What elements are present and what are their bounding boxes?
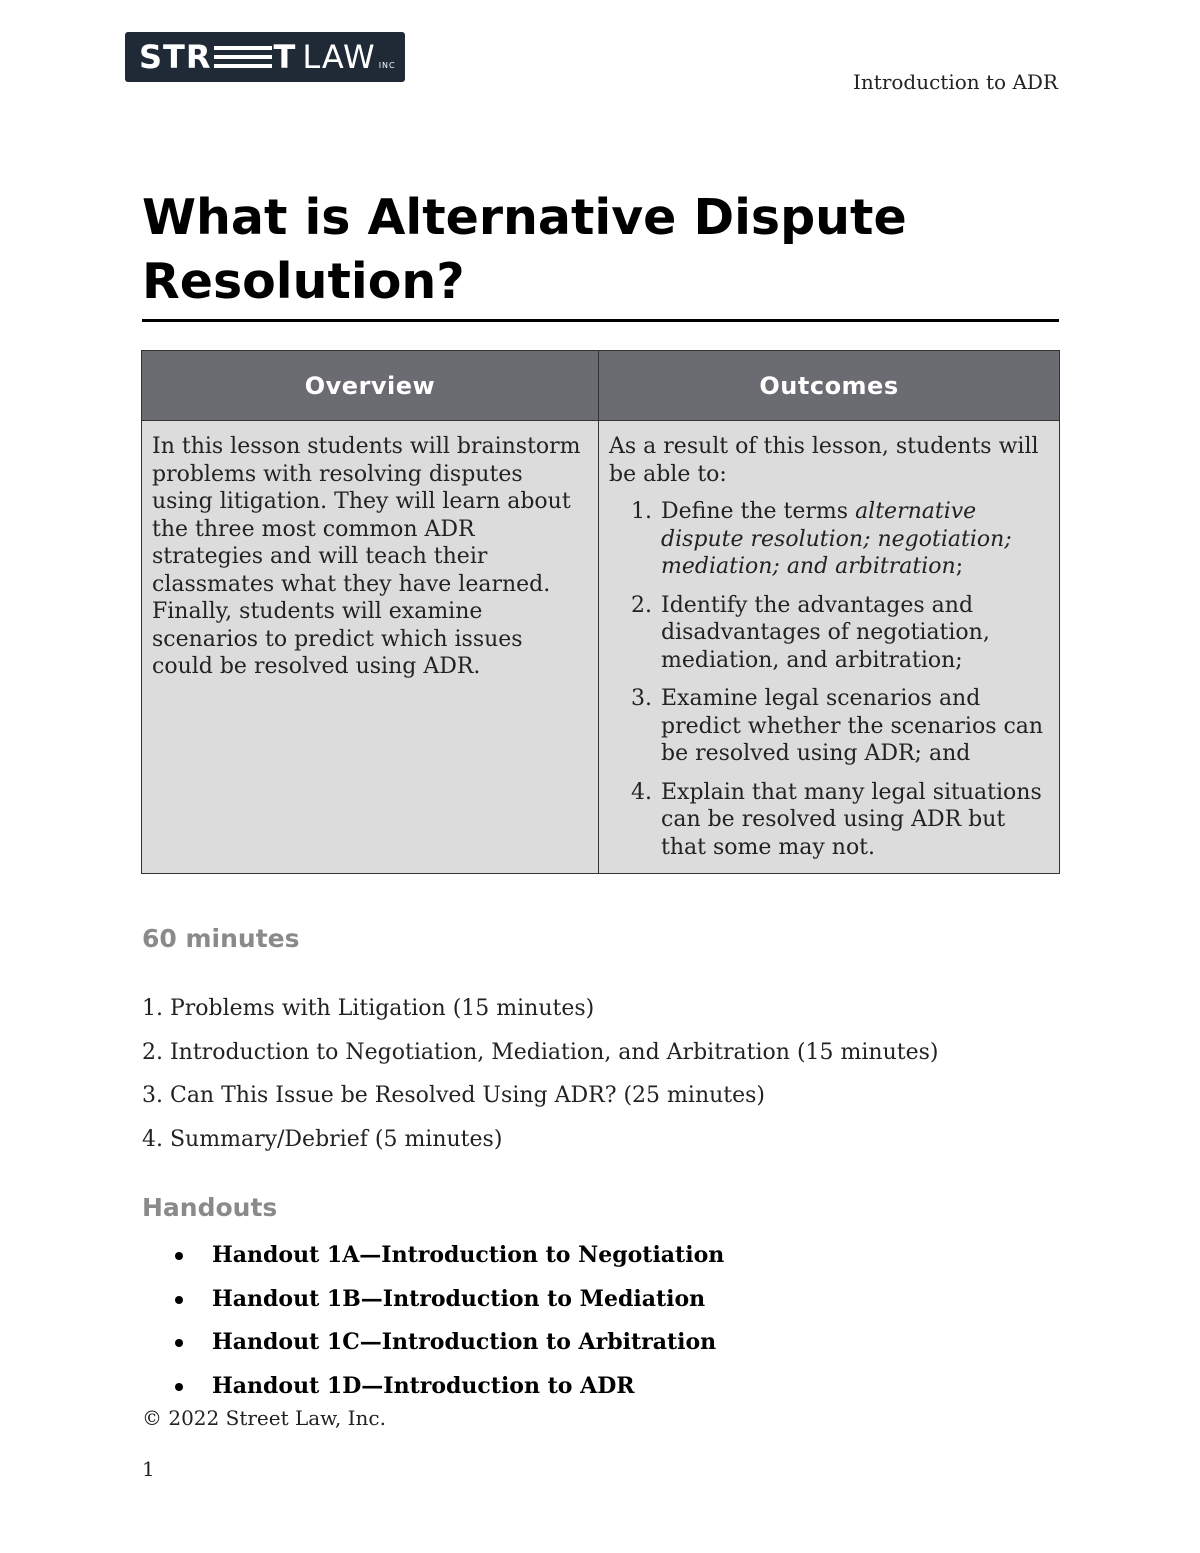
agenda-item: 4. Summary/Debrief (5 minutes)	[142, 1126, 503, 1152]
outcomes-header: Outcomes	[599, 351, 1060, 421]
overview-text: In this lesson students will brainstorm problems with resolving disputes using litigation. They will learn about the three most common ADR strategies and will teach their classmates what they have learned. Finally, students will examine scenarios to predict which issues could be resolved using ADR.	[152, 434, 581, 679]
street-law-logo	[125, 32, 405, 82]
outcome-item	[659, 498, 1049, 581]
page-number: 1	[142, 1457, 155, 1481]
outcome-item: 2. Identify the advantages and disadvantages of negotiation, mediation, and arbitration;	[659, 592, 1049, 675]
outcome-item: 4. Explain that many legal situations can be resolved using ADR but that some may not.	[659, 779, 1049, 862]
overview-header: Overview	[142, 351, 599, 421]
logo-e-bars	[214, 44, 272, 70]
outcome1-terms: alternative dispute resolution; negotiation; mediation; and arbitration	[661, 499, 1012, 579]
bullet-icon	[175, 1252, 183, 1260]
agenda-item: 2. Introduction to Negotiation, Mediation, and Arbitration (15 minutes)	[142, 1039, 939, 1065]
outcomes-intro: As a result of this lesson, students will be able to:	[609, 434, 1039, 487]
agenda-list	[142, 994, 939, 1168]
logo-text-law: LAW	[302, 38, 376, 76]
handout-title: Handout 1B—Introduction to Mediation	[212, 1285, 706, 1312]
outcomes-cell	[599, 421, 1060, 874]
logo-text-inc: INC	[378, 60, 396, 70]
page-title-line2: Resolution?	[142, 253, 465, 310]
outcome-item: 3. Examine legal scenarios and predict whether the scenarios can be resolved using ADR; and	[659, 685, 1049, 768]
outcomes-list	[609, 498, 1049, 861]
handout-title: Handout 1C—Introduction to Arbitration	[212, 1329, 717, 1356]
agenda-item: 1. Problems with Litigation (15 minutes)	[142, 996, 595, 1021]
overview-outcomes-table	[141, 350, 1060, 874]
handout-title: Handout 1D—Introduction to ADR	[212, 1372, 635, 1399]
title-divider	[142, 319, 1059, 322]
handouts-label: Handouts	[142, 1193, 278, 1222]
page-title-line1: What is Alternative Dispute	[142, 189, 907, 246]
logo-text-str: STR	[139, 38, 212, 76]
duration-label: 60 minutes	[142, 924, 300, 953]
handout-item	[175, 1327, 724, 1371]
overview-cell	[142, 421, 599, 874]
bullet-icon	[175, 1296, 183, 1304]
page-title	[142, 186, 1062, 314]
bullet-icon	[175, 1339, 183, 1347]
handout-title: Handout 1A—Introduction to Negotiation	[212, 1242, 725, 1268]
outcome1-punct: ;	[955, 554, 964, 579]
handouts-list	[175, 1240, 724, 1414]
copyright-notice: © 2022 Street Law, Inc.	[142, 1406, 386, 1430]
running-header: Introduction to ADR	[853, 70, 1058, 94]
handout-item	[175, 1284, 724, 1328]
handout-item	[175, 1240, 724, 1284]
logo-text-t: T	[273, 38, 297, 76]
outcome1-text: Define the terms	[661, 499, 856, 524]
bullet-icon	[175, 1383, 183, 1391]
agenda-item: 3. Can This Issue be Resolved Using ADR? (25 minutes)	[142, 1083, 766, 1108]
